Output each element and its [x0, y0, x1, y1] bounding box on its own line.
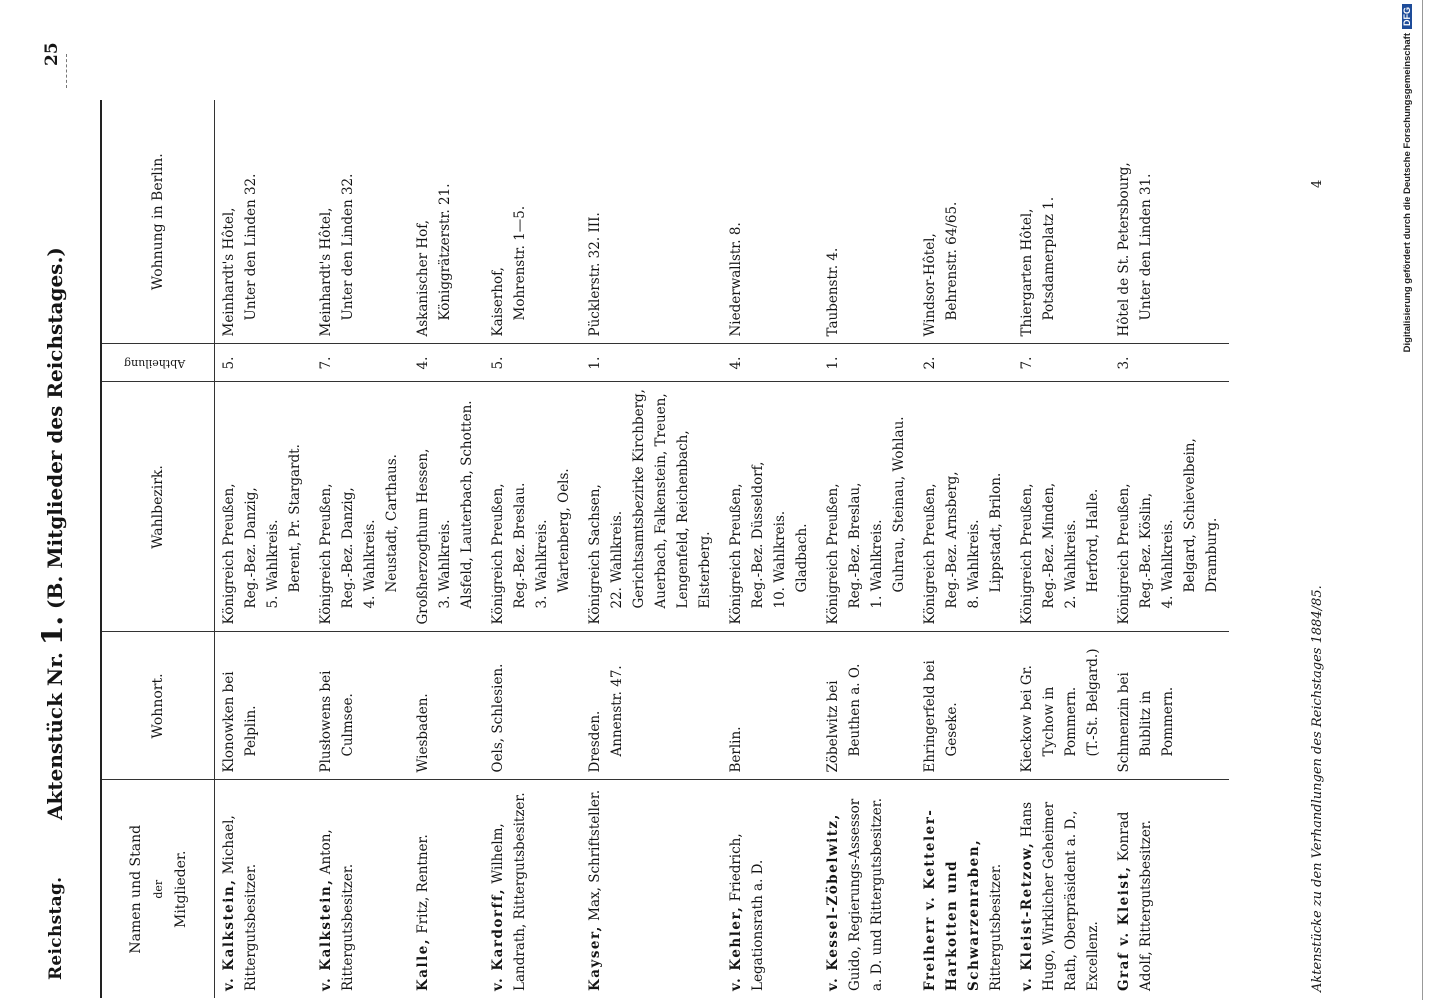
residence-cell: [484, 632, 581, 780]
table-row: [916, 100, 1013, 998]
table-row: [722, 100, 819, 998]
member-surname: v. Kleist-Retzow,: [1019, 841, 1035, 991]
district-line: 3. Wahlkreis.: [437, 519, 453, 609]
members-table-body: [215, 100, 1230, 998]
district-line: Gerichtsamtsbezirke Kirchberg, Auerbach, Falkenstein, Treuen, Lengenfeld, Reichenbach, Elsterberg.: [631, 389, 713, 609]
berlin-address-line: Behrenstr. 64/65.: [944, 201, 960, 321]
member-name-cell: [1013, 780, 1110, 998]
member-name-cell: [215, 780, 313, 998]
district-line: Königreich Sachsen,: [587, 484, 603, 625]
table-row: [215, 100, 313, 998]
residence-cell: [722, 632, 819, 780]
berlin-address-line: Askanischer Hof,: [415, 219, 431, 337]
berlin-address-cell: [916, 100, 1013, 344]
berlin-address-line: Mohrenstr. 1—5.: [512, 205, 528, 321]
section-cell: 4.: [722, 344, 819, 382]
residence-cell: [819, 632, 916, 780]
district-cell: [819, 382, 916, 632]
district-line: Lippstadt, Brilon.: [988, 472, 1004, 593]
digitization-text: Digitalisierung gefördert durch die Deutsche Forschungsgemeinschaft: [1402, 33, 1413, 353]
member-title: Fritz, Rentner.: [415, 834, 431, 934]
district-line: Königreich Preußen,: [922, 483, 938, 625]
residence-line: Schmenzin bei: [1116, 672, 1132, 773]
section-cell: 4.: [409, 344, 484, 382]
berlin-address-line: Unter den Linden 32.: [340, 173, 356, 321]
dfg-logo: DFG: [1402, 4, 1412, 29]
district-cell: [215, 382, 313, 632]
district-line: 3. Wahlkreis.: [534, 519, 550, 609]
residence-cell: [1110, 632, 1229, 780]
table-row: [409, 100, 484, 998]
member-surname: v. Kalkstein,: [318, 878, 334, 991]
district-line: Berent, Pr. Stargardt.: [287, 444, 303, 593]
column-header-name: Namen und Stand der Mitglieder.: [101, 780, 215, 998]
member-title: Konrad Adolf, Rittergutsbesitzer.: [1116, 811, 1154, 991]
berlin-address-cell: [409, 100, 484, 344]
table-header-row: [101, 100, 215, 998]
section-cell: 7.: [312, 344, 409, 382]
header-rule: [66, 54, 67, 88]
residence-line: Oels, Schlesien.: [490, 663, 506, 773]
berlin-address-cell: [215, 100, 313, 344]
berlin-address-cell: [722, 100, 819, 344]
residence-line: Wiesbaden.: [415, 693, 431, 773]
residence-line: Pelplin.: [243, 705, 259, 757]
district-line: Reg.-Bez. Danzig,: [243, 487, 259, 609]
district-line: Alsfeld, Lauterbach, Schotten.: [459, 400, 475, 609]
column-header-berlin-address: Wohnung in Berlin.: [101, 100, 215, 344]
district-line: Reg.-Bez. Arnsberg,: [944, 471, 960, 609]
district-cell: [312, 382, 409, 632]
page-header: [0, 0, 100, 1000]
berlin-address-line: Pücklerstr. 32. III.: [587, 212, 603, 337]
residence-line: Zöbelwitz bei: [825, 680, 841, 773]
district-line: Königreich Preußen,: [318, 483, 334, 625]
district-line: Reg.-Bez. Köslin,: [1138, 492, 1154, 609]
berlin-address-line: Niederwallstr. 8.: [728, 222, 744, 337]
residence-line: Bublitz in Pommern.: [1138, 686, 1176, 757]
member-surname: v. Kardorff,: [490, 887, 506, 991]
district-line: Gladbach.: [794, 523, 810, 593]
residence-cell: [409, 632, 484, 780]
district-line: 10. Wahlkreis.: [772, 510, 788, 609]
district-line: 1. Wahlkreis.: [869, 519, 885, 609]
district-line: Königreich Preußen,: [825, 483, 841, 625]
berlin-address-line: Meinhardt's Hôtel,: [318, 207, 334, 337]
residence-cell: [215, 632, 313, 780]
district-cell: [409, 382, 484, 632]
digitization-notice: [1402, 4, 1413, 996]
district-line: 4. Wahlkreis.: [362, 519, 378, 609]
district-line: Königreich Preußen,: [728, 483, 744, 625]
section-cell: 5.: [215, 344, 313, 382]
member-title: Friedrich, Legationsrath a. D.: [728, 833, 766, 991]
members-table: [100, 100, 1229, 998]
berlin-address-line: Windsor-Hôtel,: [922, 233, 938, 337]
berlin-address-line: Taubenstr. 4.: [825, 247, 841, 337]
district-line: Königreich Preußen,: [1116, 483, 1132, 625]
member-title: Guido, Regierungs-Assessor a. D. und Rittergutsbesitzer.: [847, 797, 885, 991]
member-name-cell: [484, 780, 581, 998]
district-line: Reg.-Bez. Danzig,: [340, 487, 356, 609]
table-row: [312, 100, 409, 998]
header-document-ref: [36, 247, 69, 820]
header-suffix: (B. Mitglieder des Reichstages.): [43, 247, 67, 609]
member-surname: v. Kalkstein,: [221, 878, 237, 991]
residence-line: Kieckow bei Gr.: [1019, 665, 1035, 773]
member-title: Rittergutsbesitzer.: [988, 863, 1004, 991]
district-line: Herford, Halle.: [1085, 488, 1101, 593]
berlin-address-line: Königgrätzerstr. 21.: [437, 183, 453, 321]
table-row: [1110, 100, 1229, 998]
residence-line: Culmsee.: [340, 693, 356, 757]
berlin-address-cell: [581, 100, 722, 344]
residence-cell: [312, 632, 409, 780]
berlin-address-cell: [819, 100, 916, 344]
residence-line: Geseke.: [944, 702, 960, 757]
district-cell: [722, 382, 819, 632]
column-header-district: Wahlbezirk.: [101, 382, 215, 632]
district-cell: [484, 382, 581, 632]
section-cell: 1.: [819, 344, 916, 382]
berlin-address-line: Unter den Linden 32.: [243, 173, 259, 321]
member-name-cell: [312, 780, 409, 998]
member-surname: v. Kessel-Zöbelwitz,: [825, 813, 841, 991]
residence-line: Plusłowens bei: [318, 670, 334, 773]
section-cell: 3.: [1110, 344, 1229, 382]
member-name-cell: [916, 780, 1013, 998]
residence-line: Annenstr. 47.: [609, 665, 625, 757]
member-surname: Graf v. Kleist,: [1116, 865, 1132, 991]
member-title: Michael, Rittergutsbesitzer.: [221, 815, 259, 991]
header-number: 1.: [36, 615, 69, 646]
berlin-address-cell: [1013, 100, 1110, 344]
berlin-address-cell: [312, 100, 409, 344]
berlin-address-line: Thiergarten Hôtel,: [1019, 208, 1035, 337]
member-name-cell: [409, 780, 484, 998]
section-cell: 7.: [1013, 344, 1110, 382]
residence-line: Dresden.: [587, 710, 603, 773]
berlin-address-cell: [1110, 100, 1229, 344]
district-line: 5. Wahlkreis.: [265, 519, 281, 609]
header-title: Reichstag.: [46, 876, 66, 980]
berlin-address-line: Potsdamerplatz 1.: [1041, 196, 1057, 321]
district-line: 2. Wahlkreis.: [1063, 519, 1079, 609]
residence-line: Ehringerfeld bei: [922, 660, 938, 773]
berlin-address-line: Meinhardt's Hôtel,: [221, 207, 237, 337]
district-line: 8. Wahlkreis.: [966, 519, 982, 609]
district-line: Belgard, Schievelbein, Dramburg.: [1182, 438, 1220, 593]
residence-cell: [1013, 632, 1110, 780]
district-line: Großherzogthum Hessen,: [415, 448, 431, 625]
district-line: Königreich Preußen,: [1019, 483, 1035, 625]
district-line: Reg.-Bez. Düsseldorf,: [750, 461, 766, 609]
berlin-address-line: Unter den Linden 31.: [1138, 173, 1154, 321]
signature-mark: 4: [1310, 179, 1325, 188]
residence-cell: [581, 632, 722, 780]
section-cell: 2.: [916, 344, 1013, 382]
member-title: Max, Schriftsteller.: [587, 789, 603, 921]
residence-line: Tychow in Pommern.: [1041, 686, 1079, 757]
table-row: [581, 100, 722, 998]
column-header-residence: Wohnort.: [101, 632, 215, 780]
member-name-cell: [722, 780, 819, 998]
table-row: [819, 100, 916, 998]
residence-line: Berlin.: [728, 726, 744, 773]
member-surname: Freiherr v. Ketteler-Harkotten und Schwarzenraben,: [922, 808, 982, 991]
member-surname: Kalle,: [415, 937, 431, 991]
column-header-section: Abtheilung: [101, 344, 215, 382]
residence-line: Klonowken bei: [221, 671, 237, 773]
district-line: Reg.-Bez. Breslau,: [847, 482, 863, 609]
member-name-cell: [581, 780, 722, 998]
district-cell: [581, 382, 722, 632]
page-footer: Aktenstücke zu den Verhandlungen des Reichstages 1884/85.: [1310, 585, 1325, 992]
section-cell: 1.: [581, 344, 722, 382]
district-line: Wartenberg, Oels.: [556, 468, 572, 593]
district-line: 4. Wahlkreis.: [1160, 519, 1176, 609]
table-row: [1013, 100, 1110, 998]
member-surname: Kayser,: [587, 925, 603, 991]
table-row: [484, 100, 581, 998]
district-line: Reg.-Bez. Breslau.: [512, 482, 528, 609]
district-cell: [1013, 382, 1110, 632]
section-cell: 5.: [484, 344, 581, 382]
residence-line: (T.-St. Belgard.): [1085, 648, 1101, 757]
residence-line: Beuthen a. O.: [847, 663, 863, 757]
member-title: Wilhelm, Landrath, Rittergutsbesitzer.: [490, 792, 528, 991]
berlin-address-line: Kaiserhof,: [490, 267, 506, 337]
member-name-cell: [1110, 780, 1229, 998]
berlin-address-line: Hôtel de St. Petersbourg,: [1116, 162, 1132, 337]
district-line: Guhrau, Steinau, Wohlau.: [891, 416, 907, 593]
berlin-address-cell: [484, 100, 581, 344]
member-surname: v. Kehler,: [728, 905, 744, 991]
district-line: Königreich Preußen,: [490, 483, 506, 625]
page-number: 25: [42, 42, 62, 66]
district-cell: [1110, 382, 1229, 632]
member-title: Hans Hugo, Wirklicher Geheimer Rath, Oberpräsident a. D., Excellenz.: [1019, 801, 1101, 991]
residence-cell: [916, 632, 1013, 780]
district-cell: [916, 382, 1013, 632]
district-line: 22. Wahlkreis.: [609, 510, 625, 609]
district-line: Neustadt, Carthaus.: [384, 454, 400, 593]
district-line: Reg.-Bez. Minden,: [1041, 482, 1057, 609]
header-prefix: Aktenstück Nr.: [43, 652, 67, 820]
scan-edge: [1422, 0, 1432, 1000]
district-line: Königreich Preußen,: [221, 483, 237, 625]
member-name-cell: [819, 780, 916, 998]
member-title: Anton, Rittergutsbesitzer.: [318, 829, 356, 991]
